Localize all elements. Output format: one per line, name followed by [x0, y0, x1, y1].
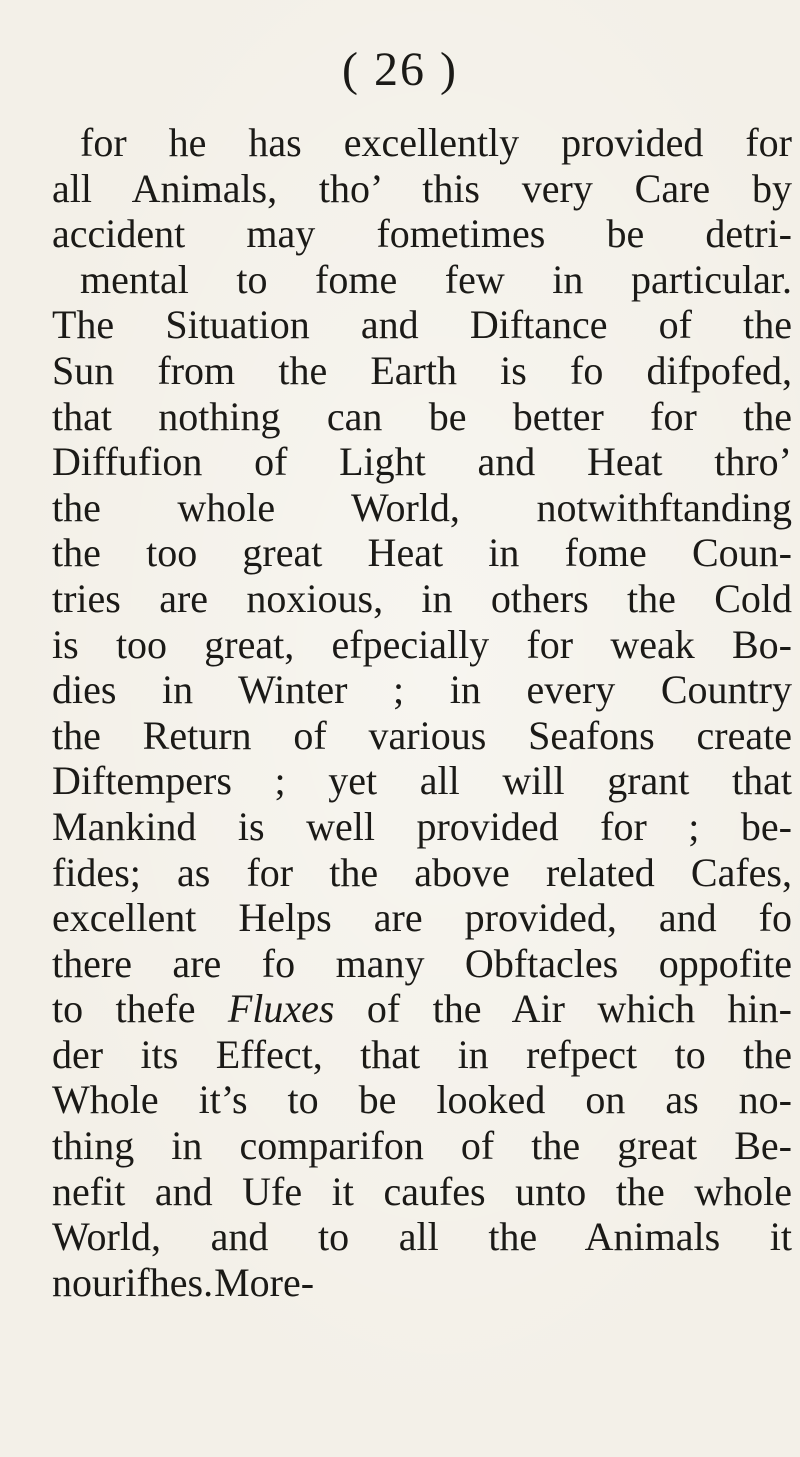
text-line-18: excellent Helps are provided, and fo: [52, 895, 792, 941]
text-line-1: for he has excellently provided for: [80, 120, 792, 165]
text-line-23: thing in comparifon of the great Be-: [52, 1123, 792, 1169]
text-line-26: [52, 1260, 792, 1306]
text-line-13: dies in Winter ; in every Country: [52, 667, 792, 713]
catchword: More-: [214, 1259, 315, 1305]
text-line-20-start: to thefe: [52, 986, 228, 1032]
text-line-9: the whole World, notwithftanding: [52, 484, 792, 530]
text-line-20: [52, 986, 792, 1032]
text-line-15: Diftempers ; yet all will grant that: [52, 758, 792, 804]
text-line-4: mental to fome few in particular.: [80, 256, 792, 302]
text-line-10: the too great Heat in fome Coun-: [52, 530, 792, 576]
text-line-11: tries are noxious, in others the Cold: [52, 575, 792, 621]
text-line-21: der its Effect, that in refpect to the: [52, 1031, 792, 1077]
text-line-2: all Animals, tho’ this very Care by: [52, 165, 792, 211]
italic-word-fluxes: Fluxes: [227, 986, 335, 1032]
text-line-3: accident may fometimes be detri-: [52, 211, 792, 257]
text-line-24: nefit and Ufe it caufes unto the whole: [52, 1168, 792, 1214]
text-line-22: Whole it’s to be looked on as no-: [52, 1077, 792, 1123]
text-line-25: World, and to all the Animals it: [52, 1214, 792, 1260]
text-line-20-end: of the Air which hin-: [334, 986, 792, 1032]
text-line-14: the Return of various Seafons create: [52, 712, 792, 758]
text-line-16: Mankind is well provided for ; be-: [52, 803, 792, 849]
text-line-19: there are fo many Obftacles oppofite: [52, 940, 792, 986]
text-line-12: is too great, efpecially for weak Bo-: [52, 621, 792, 667]
text-line-5: The Situation and Diftance of the: [52, 302, 792, 348]
text-line-7: that nothing can be better for the: [52, 393, 792, 439]
page-number: ( 26 ): [342, 43, 458, 96]
body-text: [52, 120, 792, 1305]
text-line-26-start: nourifhes.: [52, 1259, 214, 1305]
text-line-8: Diffufion of Light and Heat thro’: [52, 439, 792, 485]
text-line-6: Sun from the Earth is fo difpofed,: [52, 347, 792, 393]
text-line-17: fides; as for the above related Cafes,: [52, 849, 792, 895]
